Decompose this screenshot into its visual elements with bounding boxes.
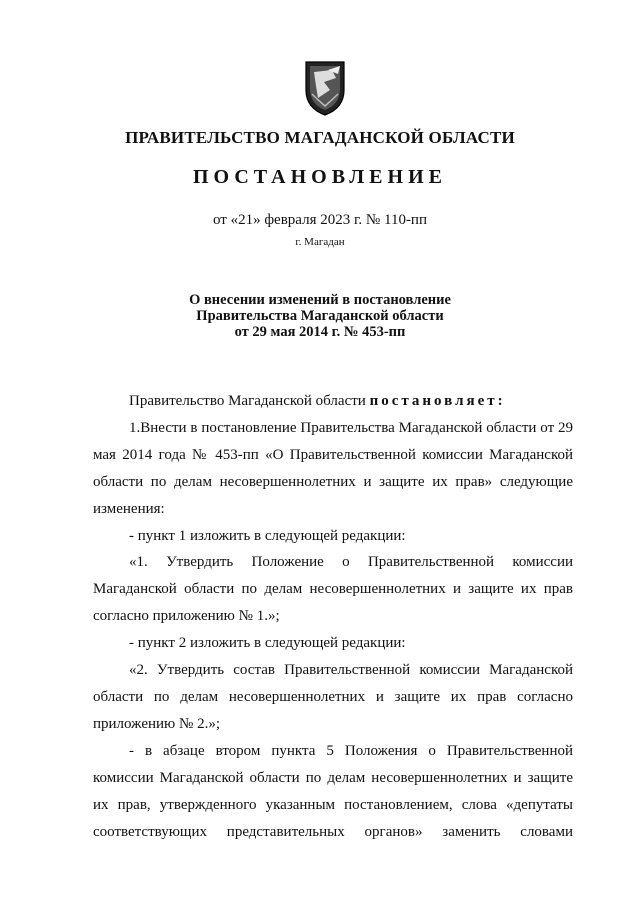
- paragraph-1: 1.Внести в постановление Правительства Магаданской области от 29 мая 2014 года № 453-пп «О Правительственной комиссии Магаданской области по делам несовершеннолетних и защите их прав» следующие изменения:: [93, 419, 573, 517]
- city: г. Магадан: [295, 236, 345, 248]
- paragraph-4: - пункт 2 изложить в следующей редакции:: [129, 635, 406, 652]
- title-line-2: Правительства Магаданской области: [196, 308, 444, 324]
- preamble: [93, 388, 573, 415]
- government-name: ПРАВИТЕЛЬСТВО МАГАДАНСКОЙ ОБЛАСТИ: [125, 128, 515, 147]
- paragraph-2: - пункт 1 изложить в следующей редакции:: [129, 527, 406, 544]
- paragraph-6: - в абзаце втором пункта 5 Положения о Правительственной комиссии Магаданской области по делам несовершеннолетних и защите их прав, утвержденного указанным постановлением, слова «депутаты соответствующих представительных органов» заменить словами: [93, 742, 573, 840]
- document-body: [93, 388, 573, 845]
- document-type: ПОСТАНОВЛЕНИЕ: [193, 166, 447, 188]
- title-line-1: О внесении изменений в постановление: [189, 292, 451, 308]
- paragraph-3: «1. Утвердить Положение о Правительственной комиссии Магаданской области по делам несовершеннолетних и защите их прав согласно приложению № 1.»;: [93, 554, 573, 625]
- title-line-3: от 29 мая 2014 г. № 453-пп: [234, 324, 406, 340]
- paragraph-5: «2. Утвердить состав Правительственной комиссии Магаданской области по делам несовершеннолетних и защите их прав согласно приложению № 2.»;: [93, 662, 573, 732]
- document-date-number: от «21» февраля 2023 г. № 110-пп: [212, 212, 427, 228]
- preamble-verb: постановляет:: [369, 393, 506, 409]
- document-title: [0, 292, 640, 340]
- coat-of-arms-icon: [302, 60, 348, 116]
- preamble-text: Правительство Магаданской области: [129, 393, 366, 409]
